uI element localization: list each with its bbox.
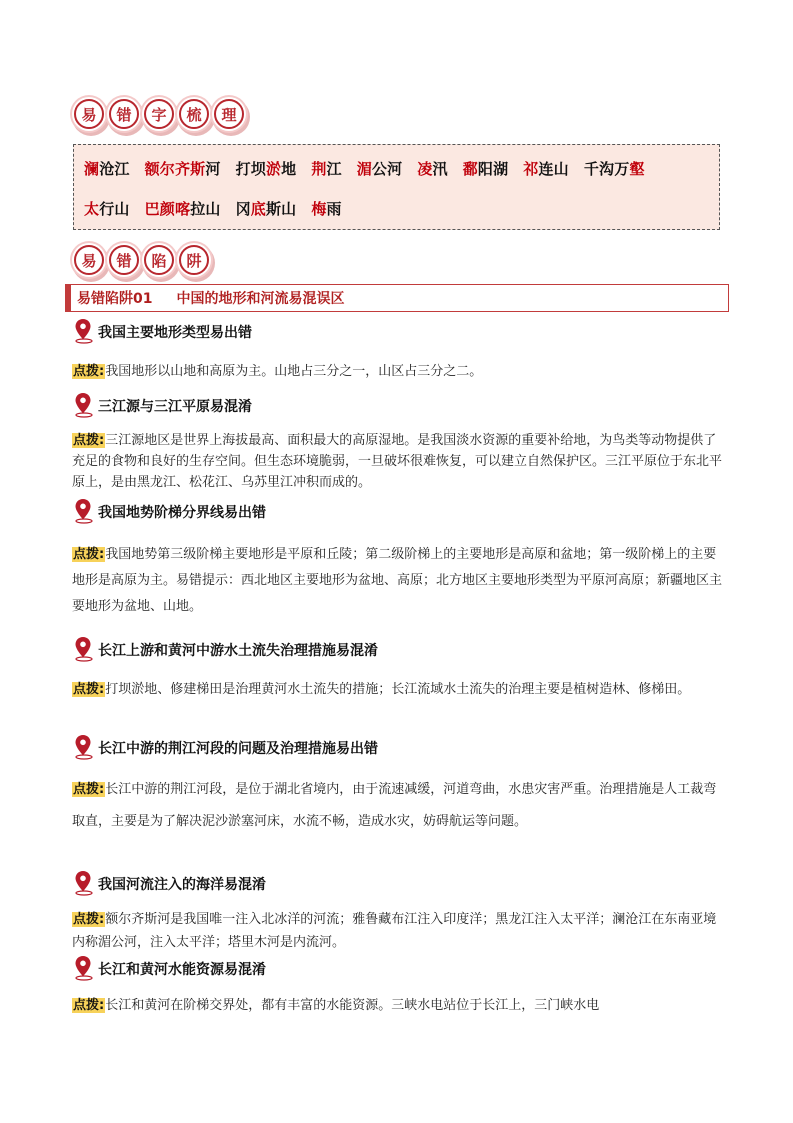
word-item: 打坝淤地 bbox=[235, 160, 297, 178]
word-item: 鄱阳湖 bbox=[462, 160, 509, 178]
trap-title: 中国的地形和河流易混误区 bbox=[176, 291, 345, 307]
hint-paragraph: 点拨:打坝淤地、修建梯田是治理黄河水土流失的措施；长江流域水土流失的治理主要是植树造林、修梯田。 bbox=[73, 682, 691, 697]
word-item: 千沟万壑 bbox=[583, 160, 645, 178]
hint-label: 点拨: bbox=[73, 364, 105, 379]
error-words-header bbox=[74, 99, 249, 129]
header-badge: 阱 bbox=[179, 245, 209, 275]
hint-label: 点拨: bbox=[73, 782, 105, 797]
word-item: 冈底斯山 bbox=[235, 200, 297, 218]
hint-label: 点拨: bbox=[73, 682, 105, 697]
location-pin-icon bbox=[74, 392, 98, 418]
hint-paragraph: 点拨:额尔齐斯河是我国唯一注入北冰洋的河流；雅鲁藏布江注入印度洋；黑龙江注入太平洋；澜沧江在东南亚境内称湄公河，注入太平洋；塔里木河是内流河。 bbox=[72, 912, 717, 950]
word-item: 荆江 bbox=[311, 160, 342, 178]
location-pin-icon bbox=[74, 636, 98, 662]
hint-paragraph: 点拨:长江和黄河在阶梯交界处，都有丰富的水能资源。三峡水电站位于长江上，三门峡水电 bbox=[73, 998, 600, 1013]
section-title: 我国河流注入的海洋易混淆 bbox=[74, 870, 266, 896]
word-item: 巴颜喀拉山 bbox=[144, 200, 221, 218]
trap-title-bar bbox=[65, 284, 729, 312]
header-badge: 错 bbox=[109, 99, 139, 129]
hint-paragraph: 点拨:我国地势第三级阶梯主要地形是平原和丘陵；第二级阶梯上的主要地形是高原和盆地；第一级阶梯上的主要地形是高原为主。易错提示：西北地区主要地形为盆地、高原；北方地区主要地形类型为平原河高原；新疆地区主要地形为盆地、山地。 bbox=[72, 547, 723, 614]
error-traps-header bbox=[74, 245, 214, 275]
hint-paragraph: 点拨:我国地形以山地和高原为主。山地占三分之一，山区占三分之二。 bbox=[73, 364, 483, 379]
word-item: 湄公河 bbox=[356, 160, 403, 178]
hint-paragraph: 点拨:三江源地区是世界上海拔最高、面积最大的高原湿地。是我国淡水资源的重要补给地，为鸟类等动物提供了充足的食物和良好的生存空间。但生态环境脆弱，一旦破坏很难恢复，可以建立自然保护区。三江平原位于东北平原上，是由黑龙江、松花江、乌苏里江冲积而成的。 bbox=[72, 433, 723, 490]
section-title: 长江和黄河水能资源易混淆 bbox=[74, 955, 266, 981]
error-word-box bbox=[73, 144, 720, 230]
location-pin-icon bbox=[74, 734, 98, 760]
word-item: 澜沧江 bbox=[84, 160, 130, 178]
hint-label: 点拨: bbox=[73, 547, 105, 562]
section-title: 我国地势阶梯分界线易出错 bbox=[74, 498, 266, 524]
hint-paragraph: 点拨:长江中游的荆江河段，是位于湖北省境内，由于流速减缓，河道弯曲，水患灾害严重。治理措施是人工裁弯取直，主要是为了解决泥沙淤塞河床，水流不畅，造成水灾，妨碍航运等问题。 bbox=[72, 782, 717, 829]
header-badge: 理 bbox=[214, 99, 244, 129]
word-item: 祁连山 bbox=[523, 160, 569, 178]
section-title: 三江源与三江平原易混淆 bbox=[74, 392, 252, 418]
section-title: 长江中游的荆江河段的问题及治理措施易出错 bbox=[74, 734, 378, 760]
header-badge: 易 bbox=[74, 245, 104, 275]
word-item: 额尔齐斯河 bbox=[144, 160, 221, 178]
header-badge: 字 bbox=[144, 99, 174, 129]
header-badge: 陷 bbox=[144, 245, 174, 275]
location-pin-icon bbox=[74, 318, 98, 344]
header-badge: 错 bbox=[109, 245, 139, 275]
hint-label: 点拨: bbox=[73, 433, 105, 448]
location-pin-icon bbox=[74, 870, 98, 896]
location-pin-icon bbox=[74, 498, 98, 524]
word-line-2 bbox=[84, 199, 709, 219]
header-badge: 易 bbox=[74, 99, 104, 129]
hint-label: 点拨: bbox=[73, 912, 105, 927]
section-title: 长江上游和黄河中游水土流失治理措施易混淆 bbox=[74, 636, 378, 662]
word-line-1 bbox=[84, 159, 709, 179]
word-item: 梅雨 bbox=[311, 200, 342, 218]
word-item: 太行山 bbox=[84, 200, 130, 218]
word-item: 凌汛 bbox=[417, 160, 448, 178]
header-badge: 梳 bbox=[179, 99, 209, 129]
trap-number: 易错陷阱01 bbox=[77, 291, 153, 307]
location-pin-icon bbox=[74, 955, 98, 981]
hint-label: 点拨: bbox=[73, 998, 105, 1013]
section-title: 我国主要地形类型易出错 bbox=[74, 318, 252, 344]
